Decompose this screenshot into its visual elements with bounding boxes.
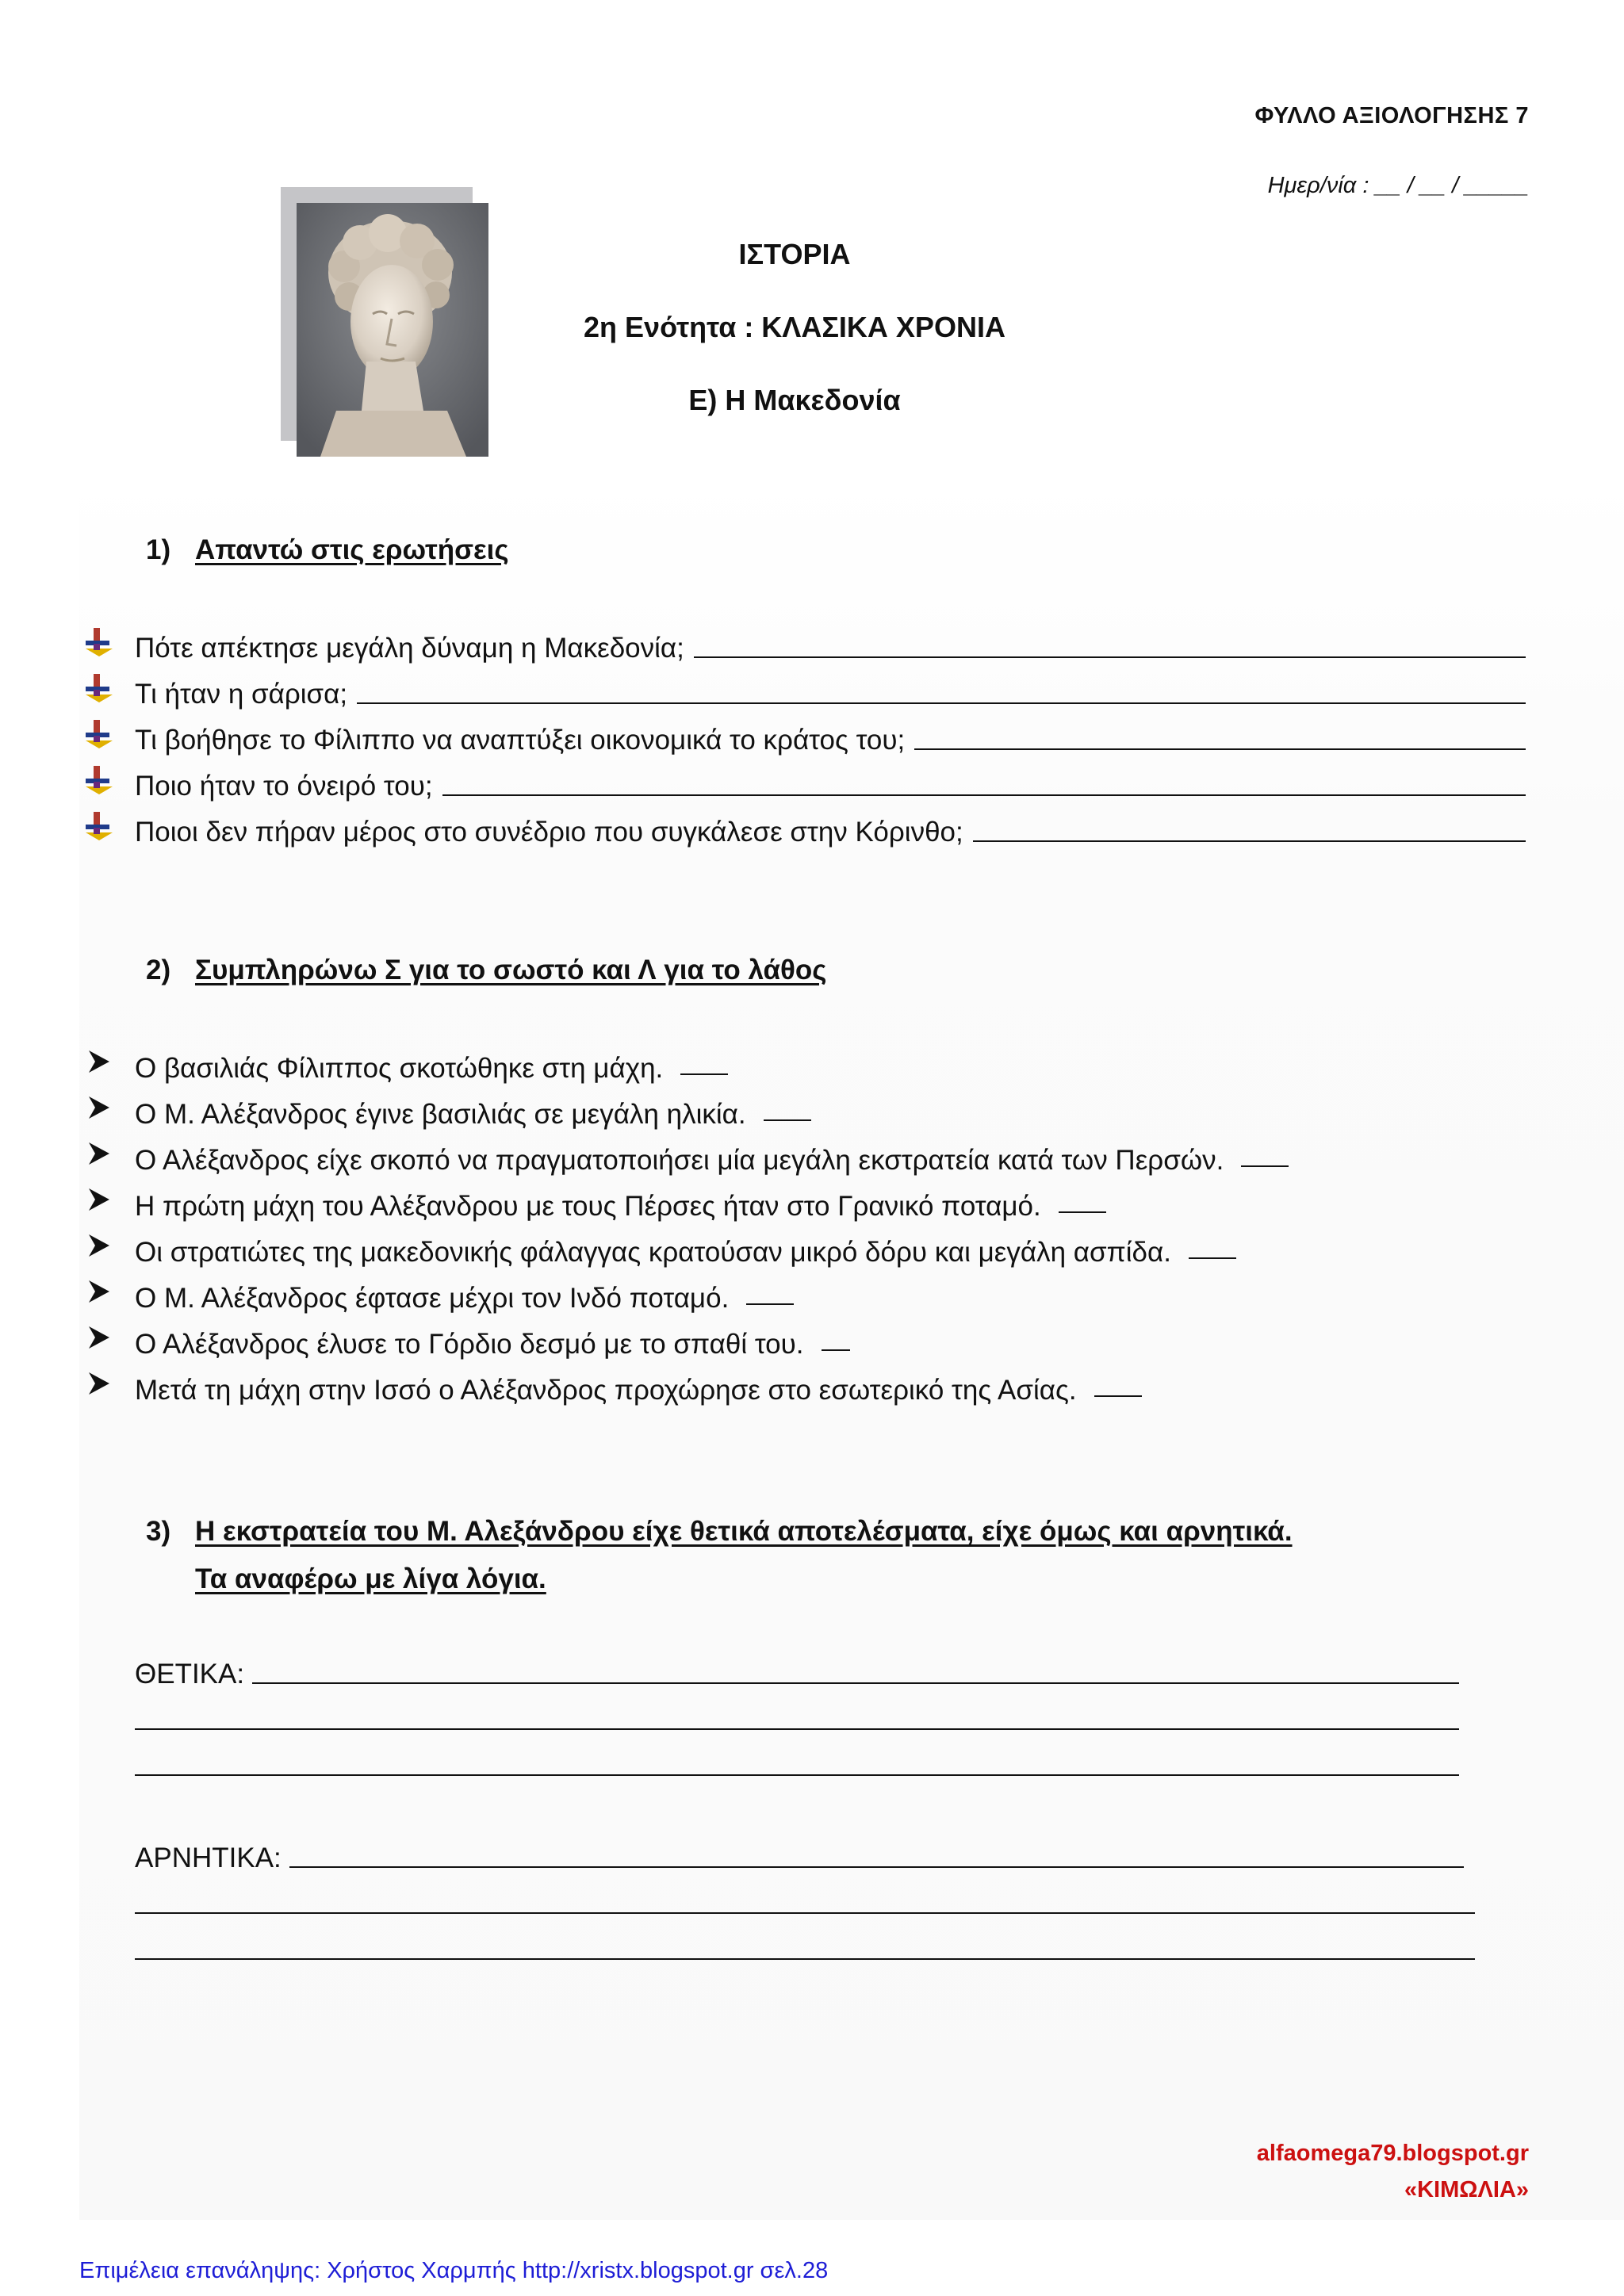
positive-label: ΘΕΤΙΚΑ:	[135, 1659, 245, 1689]
statement-text: Η πρώτη μάχη του Αλέξανδρου με τους Πέρσες ήταν στο Γρανικό ποταμό.	[135, 1191, 1041, 1222]
statement-item	[82, 1177, 1526, 1223]
negative-row	[135, 1920, 1475, 1966]
date-line: Ημερ/νία : __ / __ / _____	[1267, 173, 1529, 198]
arrow-bullet-icon	[86, 1094, 113, 1121]
statement-item	[82, 1360, 1526, 1406]
true-false-list	[82, 1039, 1526, 1406]
bullet-arrow-icon	[82, 674, 116, 702]
answer-line[interactable]	[973, 840, 1526, 842]
question-item	[82, 664, 1526, 710]
answer-line[interactable]	[252, 1682, 1459, 1684]
section-title: Συμπληρώνω Σ για το σωστό και Λ για το λάθος	[195, 955, 827, 985]
answer-blank[interactable]	[1059, 1211, 1106, 1213]
answer-blank[interactable]	[764, 1119, 811, 1121]
negative-label: ΑΡΝΗΤΙΚΑ:	[135, 1843, 282, 1873]
answer-blank[interactable]	[680, 1073, 728, 1075]
statement-item	[82, 1314, 1526, 1360]
arrow-bullet-icon	[86, 1048, 113, 1075]
question-item	[82, 802, 1526, 848]
negative-row	[135, 1874, 1475, 1920]
unit-title: 2η Ενότητα : ΚΛΑΣΙΚΑ ΧΡΟΝΙΑ	[584, 311, 1005, 343]
question-item	[82, 756, 1526, 802]
negative-answer-block	[135, 1828, 1475, 1966]
positive-row	[135, 1736, 1459, 1782]
question-text: Πότε απέκτησε μεγάλη δύναμη η Μακεδονία;	[135, 633, 684, 664]
statement-text: Ο Αλέξανδρος είχε σκοπό να πραγματοποιήσει μία μεγάλη εκστρατεία κατά των Περσών.	[135, 1145, 1224, 1176]
questions-list	[82, 618, 1526, 848]
answer-blank[interactable]	[746, 1303, 794, 1305]
question-text: Ποιο ήταν το όνειρό του;	[135, 771, 433, 802]
bullet-arrow-icon	[82, 628, 116, 656]
question-item	[82, 618, 1526, 664]
statement-text: Ο Αλέξανδρος έλυσε το Γόρδιο δεσμό με το σπαθί του.	[135, 1329, 804, 1360]
answer-line[interactable]	[442, 794, 1526, 796]
chapter-title: Ε) Η Μακεδονία	[688, 384, 901, 416]
section-1-heading	[146, 526, 509, 574]
answer-line[interactable]	[289, 1866, 1464, 1868]
statement-item	[82, 1085, 1526, 1131]
credit-blog: alfaomega79.blogspot.gr	[1256, 2141, 1529, 2166]
statement-item	[82, 1039, 1526, 1085]
answer-blank[interactable]	[1094, 1395, 1142, 1397]
footer-note: Επιμέλεια επανάληψης: Χρήστος Χαρμπής http://xristx.blogspot.gr σελ.28	[79, 2258, 829, 2283]
answer-line[interactable]	[135, 1911, 1475, 1914]
bullet-arrow-icon	[82, 812, 116, 840]
section-title-continuation: Τα αναφέρω με λίγα λόγια.	[195, 1563, 546, 1594]
bullet-arrow-icon	[82, 766, 116, 794]
bullet-arrow-icon	[82, 720, 116, 748]
question-text: Τι ήταν η σάρισα;	[135, 679, 348, 710]
question-text: Τι βοήθησε το Φίλιππο να αναπτύξει οικονομικά το κράτος του;	[135, 725, 906, 756]
arrow-bullet-icon	[86, 1370, 113, 1397]
statement-text: Ο Μ. Αλέξανδρος έγινε βασιλιάς σε μεγάλη ηλικία.	[135, 1099, 746, 1130]
section-3-heading	[146, 1508, 1293, 1603]
arrow-bullet-icon	[86, 1186, 113, 1213]
statement-text: Ο Μ. Αλέξανδρος έφτασε μέχρι τον Ινδό ποταμό.	[135, 1283, 730, 1314]
section-number: 2)	[146, 955, 171, 985]
statement-text: Οι στρατιώτες της μακεδονικής φάλαγγας κρατούσαν μικρό δόρυ και μεγάλη ασπίδα.	[135, 1237, 1171, 1268]
section-number: 1)	[146, 534, 171, 565]
answer-line[interactable]	[135, 1728, 1459, 1730]
question-item	[82, 710, 1526, 756]
question-text: Ποιοι δεν πήραν μέρος στο συνέδριο που συγκάλεσε στην Κόρινθο;	[135, 817, 963, 848]
section-2-heading	[146, 947, 827, 994]
positive-answer-block	[135, 1644, 1459, 1782]
section-title: Η εκστρατεία του Μ. Αλεξάνδρου είχε θετικά αποτελέσματα, είχε όμως και αρνητικά.	[195, 1516, 1293, 1547]
statement-item	[82, 1223, 1526, 1269]
arrow-bullet-icon	[86, 1324, 113, 1351]
credit-name: «ΚΙΜΩΛΙΑ»	[1404, 2177, 1529, 2202]
statement-text: Μετά τη μάχη στην Ισσό ο Αλέξανδρος προχώρησε στο εσωτερικό της Ασίας.	[135, 1375, 1077, 1406]
answer-line[interactable]	[694, 656, 1526, 658]
arrow-bullet-icon	[86, 1232, 113, 1259]
answer-line[interactable]	[135, 1774, 1459, 1776]
answer-blank[interactable]	[1241, 1165, 1289, 1167]
answer-line[interactable]	[357, 702, 1526, 704]
section-number: 3)	[146, 1516, 171, 1547]
answer-line[interactable]	[135, 1957, 1475, 1960]
answer-blank[interactable]	[822, 1349, 850, 1351]
statement-text: Ο βασιλιάς Φίλιππος σκοτώθηκε στη μάχη.	[135, 1053, 664, 1084]
positive-row	[135, 1644, 1459, 1690]
statement-item	[82, 1269, 1526, 1314]
statement-item	[82, 1131, 1526, 1177]
subject-title: ΙΣΤΟΡΙΑ	[738, 238, 851, 270]
section-title: Απαντώ στις ερωτήσεις	[195, 534, 509, 565]
positive-row	[135, 1690, 1459, 1736]
arrow-bullet-icon	[86, 1278, 113, 1305]
arrow-bullet-icon	[86, 1140, 113, 1167]
negative-row	[135, 1828, 1464, 1874]
sheet-title: ΦΥΛΛΟ ΑΞΙΟΛΟΓΗΣΗΣ 7	[1254, 103, 1529, 128]
answer-blank[interactable]	[1189, 1257, 1236, 1259]
answer-line[interactable]	[914, 748, 1526, 750]
